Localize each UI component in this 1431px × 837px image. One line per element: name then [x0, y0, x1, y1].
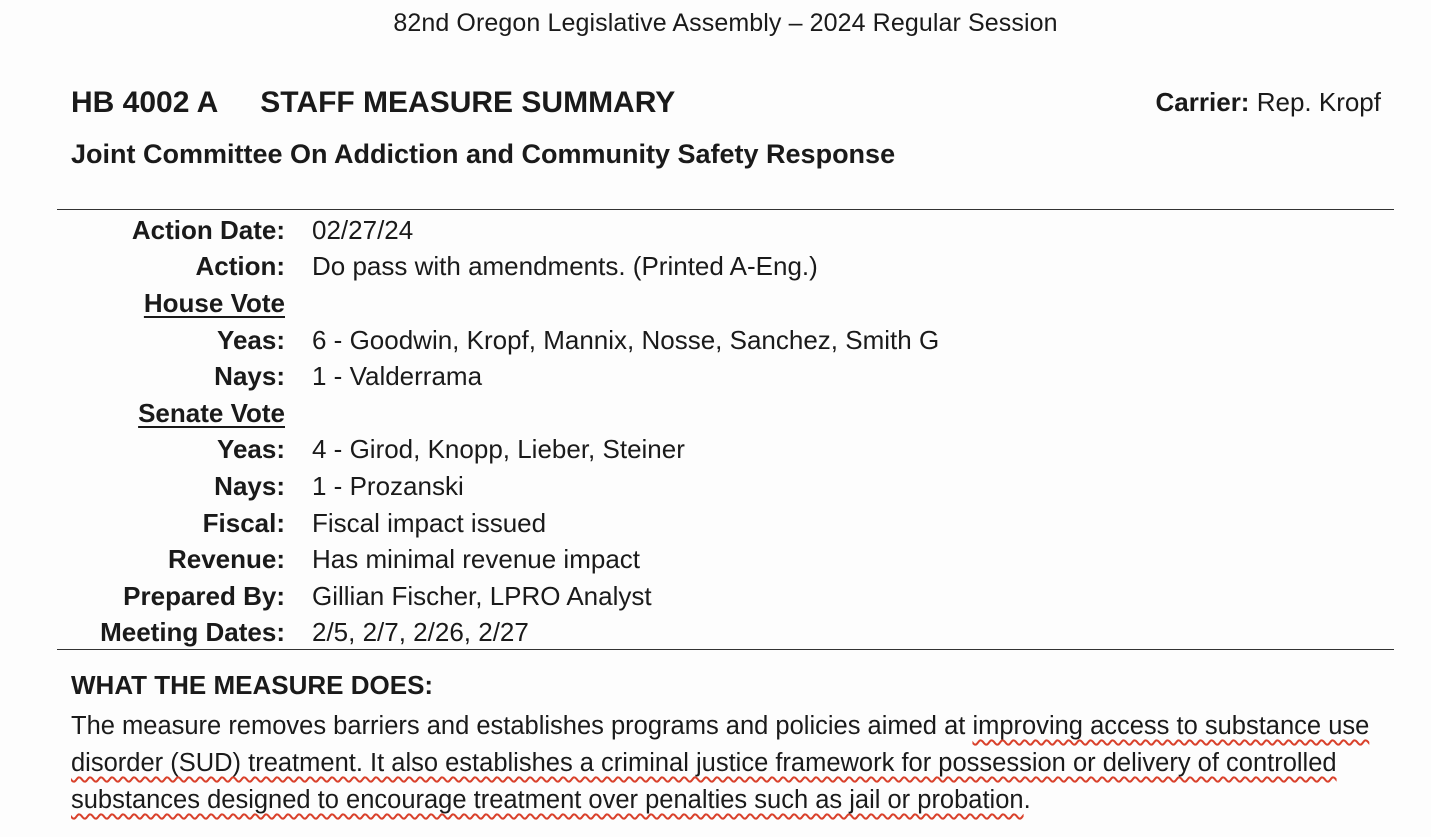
detail-label: Meeting Dates: [100, 617, 285, 648]
detail-value: 6 - Goodwin, Kropf, Mannix, Nosse, Sanchez, Smith G [312, 324, 940, 355]
senate-vote-heading: Senate Vote [138, 397, 285, 428]
detail-value: 02/27/24 [312, 214, 414, 245]
detail-label: Action: [195, 251, 285, 282]
detail-label: Fiscal: [202, 507, 285, 538]
detail-label: Yeas: [217, 434, 285, 465]
detail-value: Fiscal impact issued [312, 507, 547, 538]
measure-id: HB 4002 A [71, 86, 219, 119]
detail-value: Gillian Fischer, LPRO Analyst [312, 580, 652, 611]
session-title: 82nd Oregon Legislative Assembly – 2024 Regular Session [393, 9, 1058, 37]
description-text-end: . [1023, 786, 1031, 814]
detail-label: Nays: [214, 361, 285, 392]
detail-value: 2/5, 2/7, 2/26, 2/27 [312, 617, 529, 648]
detail-value: 1 - Valderrama [312, 361, 483, 392]
section-heading: WHAT THE MEASURE DOES: [71, 670, 434, 700]
detail-label: Yeas: [217, 324, 285, 355]
description-text: The measure removes barriers and establishes programs and policies aimed at [71, 712, 973, 740]
detail-row [57, 615, 1394, 652]
top-divider [57, 209, 1394, 210]
detail-row [57, 212, 1394, 249]
spellcheck-underlined-text[interactable]: improving access to substance use disorder (SUD) treatment. It also establishes a criminal justice framework for possession or delivery of controlled substances designed to encourage treatment over penalties such as jail or probation [71, 712, 1370, 814]
detail-row [57, 578, 1394, 615]
detail-value: Do pass with amendments. (Printed A-Eng.) [312, 251, 818, 282]
detail-row [57, 468, 1394, 505]
carrier-value: Rep. Kropf [1256, 87, 1381, 117]
detail-value: 4 - Girod, Knopp, Lieber, Steiner [312, 434, 685, 465]
detail-label: Prepared By: [123, 580, 285, 611]
detail-label: Revenue: [167, 544, 285, 575]
detail-row [57, 541, 1394, 578]
detail-row [57, 505, 1394, 542]
detail-label: Action Date: [131, 214, 285, 245]
committee-name: Joint Committee On Addiction and Community Safety Response [71, 139, 896, 169]
detail-row [57, 249, 1394, 286]
detail-value: Has minimal revenue impact [312, 544, 641, 575]
detail-row [57, 322, 1394, 359]
details-table [57, 212, 1394, 651]
detail-row [57, 358, 1394, 395]
detail-row [57, 432, 1394, 469]
bottom-divider [57, 649, 1394, 650]
carrier-label: Carrier: [1155, 87, 1250, 117]
measure-heading [71, 86, 675, 120]
document-title: STAFF MEASURE SUMMARY [260, 86, 676, 119]
detail-value: 1 - Prozanski [312, 470, 464, 501]
carrier [1156, 87, 1381, 118]
house-vote-heading: House Vote [143, 287, 285, 318]
detail-label: Nays: [214, 470, 285, 501]
measure-description [71, 708, 1381, 819]
detail-row [57, 285, 1394, 322]
detail-row [57, 395, 1394, 432]
